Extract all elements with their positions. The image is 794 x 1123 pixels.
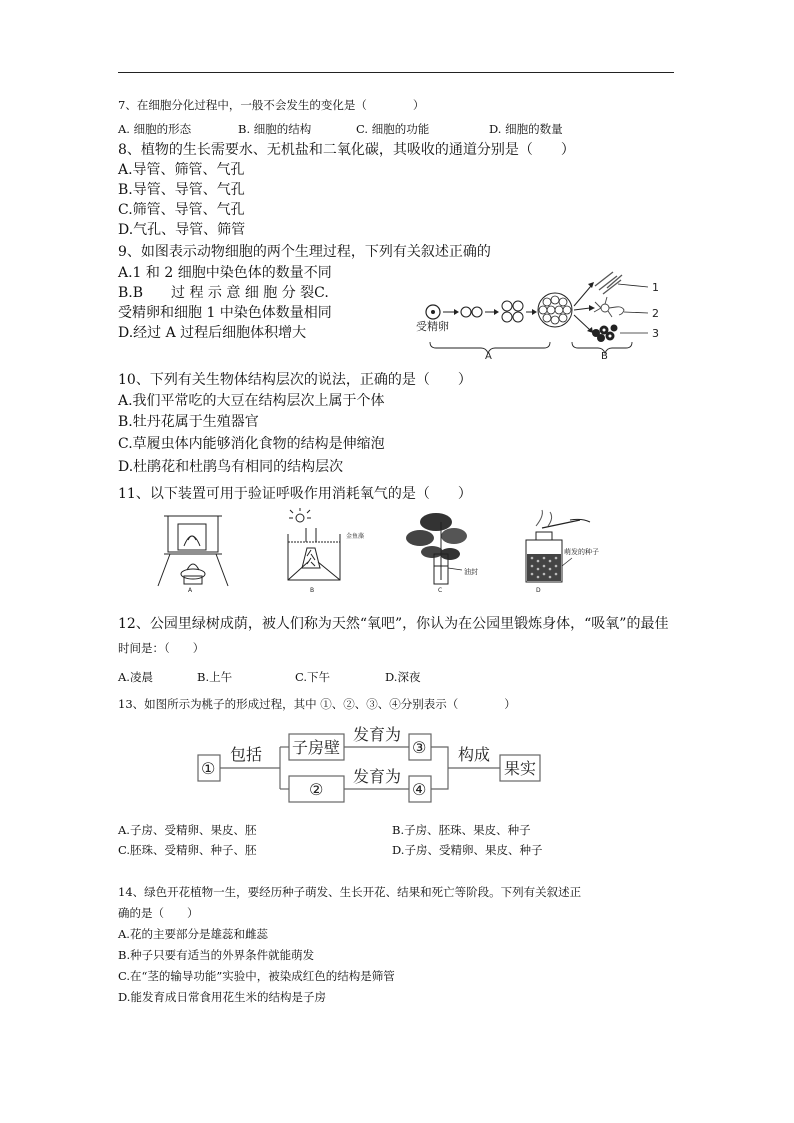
q14-option-b: B.种子只要有适当的外界条件就能萌发 [118,948,315,962]
question-7-stem: 7、在细胞分化过程中，一般不会发生的变化是（ ） [118,98,425,112]
arrow-down [574,315,590,330]
q13-option-d: D.子房、受精卵、果皮、种子 [392,843,543,857]
question-8-stem: 8、植物的生长需要水、无机盐和二氧化碳，其吸收的通道分别是（ ） [118,142,575,158]
round-cells [592,325,618,343]
question-14-stem-2: 确的是（ ） [118,906,199,920]
line-branch-right [431,747,448,789]
arrow-3-head [532,309,537,315]
label-1: 1 [652,281,659,294]
q9-line-2: B.B 过 程 示 意 细 胞 分 裂C. [118,285,329,301]
question-14-stem: 14、绿色开花植物一生，要经历种子萌发、生长开花、结果和死亡等阶段。下列有关叙述正 [118,885,582,899]
figure-b-label: 金鱼藻 [346,533,365,540]
q7-option-c: C. 细胞的功能 [356,122,430,136]
figure-a-apparatus [158,516,228,586]
arrow-mid [574,308,590,310]
multi-cell-cluster [538,293,572,327]
q10-option-d: D.杜鹃花和杜鹃鸟有相同的结构层次 [118,459,344,475]
bracket-a-label: A [485,351,492,362]
figure-d-letter: D [536,587,541,594]
q10-option-c: C.草履虫体内能够消化食物的结构是伸缩泡 [118,436,385,452]
arrow-up [574,286,591,306]
develops-2-text: 发育为 [353,767,402,786]
q7-option-a: A. 细胞的形态 [118,122,192,136]
q12-option-a: A.凌晨 [118,670,153,684]
zygote-label: 受精卵 [416,320,449,333]
figure-c-apparatus [406,513,467,584]
figure-b-apparatus [288,508,340,580]
experiment-figures [150,508,599,594]
arrow-mid-head [589,305,595,311]
q7-option-b: B. 细胞的结构 [238,122,312,136]
q13-option-c: C.胚珠、受精卵、种子、胚 [118,843,257,857]
q12-option-b: B.上午 [197,670,233,684]
circle-2-text: ② [309,780,324,799]
figure-b-letter: B [310,587,315,594]
q13-option-b: B.子房、胚珠、果皮、种子 [392,823,531,837]
q9-line-3: 受精卵和细胞 1 中染色体数量相同 [118,305,332,321]
q8-option-b: B.导管、导管、气孔 [118,182,245,198]
q14-option-d: D.能发育成日常食用花生米的结构是子房 [118,990,326,1004]
q7-option-d: D. 细胞的数量 [489,122,563,136]
peach-formation-diagram [196,724,542,808]
q8-option-d: D.气孔、导管、筛管 [118,222,246,238]
cell-process-figure [408,262,670,362]
question-10-stem: 10、下列有关生物体结构层次的说法，正确的是（ ） [118,372,472,388]
muscle-cells [595,272,622,294]
circle-4-text: ④ [412,780,427,799]
q8-option-c: C.筛管、导管、气孔 [118,202,245,218]
label-2: 2 [652,307,659,320]
q13-option-a: A.子房、受精卵、果皮、胚 [118,823,257,837]
figure-c-letter: C [438,587,443,594]
arrow-up-head [588,282,594,288]
circle-3-text: ③ [412,738,427,757]
four-cell-cluster [502,301,523,322]
question-11-stem: 11、以下装置可用于验证呼吸作用消耗氧气的是（ ） [118,486,472,502]
question-9-stem: 9、如图表示动物细胞的两个生理过程，下列有关叙述正确的 [118,244,491,260]
question-13-stem: 13、如图所示为桃子的形成过程，其中 ①、②、③、④分别表示（ ） [118,697,516,711]
develops-1-text: 发育为 [353,725,402,744]
figure-c-label: 油封 [464,568,478,576]
q14-option-c: C.在“茎的输导功能”实验中，被染成红色的结构是筛管 [118,969,395,983]
ovary-wall-text: 子房壁 [292,738,341,757]
zygote-nucleus [431,310,435,314]
label-3: 3 [652,327,659,340]
figure-d-label: 萌发的种子 [564,548,599,556]
q12-option-d: D.深夜 [385,670,421,684]
q8-option-a: A.导管、筛管、气孔 [118,162,245,178]
two-cell-a [461,307,471,317]
forms-text: 构成 [458,745,491,764]
header-rule [118,72,674,73]
two-cell-b [472,307,482,317]
q9-line-4: D.经过 A 过程后细胞体积增大 [118,325,307,341]
fruit-text: 果实 [504,759,537,778]
figure-d-apparatus [526,510,590,582]
question-12-stem-2: 时间是：（ ） [118,641,205,655]
nerve-cells [594,297,624,317]
q10-option-a: A.我们平常吃的大豆在结构层次上属于个体 [118,393,385,409]
question-12-stem: 12、公园里绿树成荫，被人们称为天然“氧吧”，你认为在公园里锻炼身体，“吸氧”的最佳 [118,616,669,632]
pointer-2 [624,312,648,313]
figure-a-letter: A [188,587,193,594]
arrow-1-head [454,309,459,315]
arrow-2-head [494,309,499,315]
bracket-b-label: B [601,351,608,362]
q14-option-a: A.花的主要部分是雄蕊和雌蕊 [118,927,268,941]
q9-line-1: A.1 和 2 细胞中染色体的数量不同 [118,265,332,281]
include-text: 包括 [230,745,263,764]
q10-option-b: B.牡丹花属于生殖器官 [118,414,259,430]
circle-1-text: ① [201,759,216,778]
pointer-1 [618,284,648,287]
q12-option-c: C.下午 [295,670,331,684]
